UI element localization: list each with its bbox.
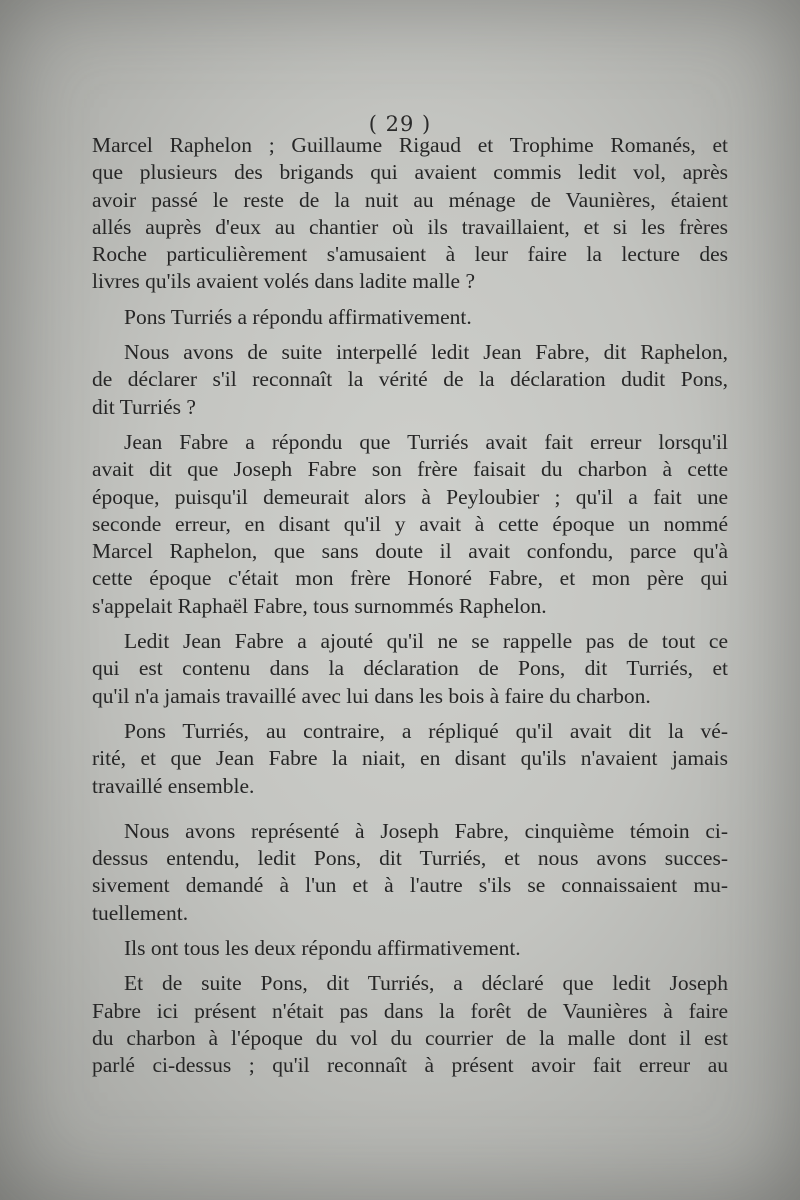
text-line: Nous avons représenté à Joseph Fabre, cinquième témoin ci-	[124, 818, 728, 843]
paragraph	[92, 970, 728, 1079]
paragraph-gap	[92, 421, 728, 429]
text-line: parlé ci-dessus ; qu'il reconnaît à présent avoir fait erreur au	[92, 1053, 728, 1078]
text-line: de déclarer s'il reconnaît la vérité de la déclaration dudit Pons,	[92, 367, 728, 392]
text-line: Roche particulièrement s'amusaient à leur faire la lecture des	[92, 242, 728, 267]
page-number: ( 29 )	[368, 112, 432, 136]
paragraph-gap	[92, 710, 728, 718]
paragraph	[92, 304, 728, 331]
text-line: Jean Fabre a répondu que Turriés avait fait erreur lorsqu'il	[124, 429, 728, 454]
text-line: Pons Turriés, au contraire, a répliqué qu'il avait dit la vé-	[124, 718, 728, 743]
text-line: Fabre ici présent n'était pas dans la forêt de Vaunières à faire	[92, 998, 728, 1023]
text-line: seconde erreur, en disant qu'il y avait à cette époque un nommé	[92, 511, 728, 536]
paragraph	[92, 718, 728, 800]
text-line: du charbon à l'époque du vol du courrier de la malle dont il est	[92, 1025, 728, 1050]
text-line: Pons Turriés a répondu affirmativement.	[124, 304, 472, 329]
paragraph-gap	[92, 296, 728, 304]
paragraph	[92, 339, 728, 421]
text-line: qu'il n'a jamais travaillé avec lui dans les bois à faire du charbon.	[92, 683, 651, 708]
text-line: s'appelait Raphaël Fabre, tous surnommés Raphelon.	[92, 593, 547, 618]
text-line: tuellement.	[92, 900, 189, 925]
text-line: avait dit que Joseph Fabre son frère faisait du charbon à cette	[92, 457, 728, 482]
text-line: allés auprès d'eux au chantier où ils travaillaient, et si les frères	[92, 214, 728, 239]
text-line: époque, puisqu'il demeurait alors à Peyloubier ; qu'il a fait une	[92, 484, 728, 509]
text-line: Marcel Raphelon, que sans doute il avait confondu, parce qu'à	[92, 539, 728, 564]
text-line: dessus entendu, ledit Pons, dit Turriés, et nous avons succes-	[92, 846, 728, 871]
body-text	[92, 132, 728, 1080]
text-line: que plusieurs des brigands qui avaient commis ledit vol, après	[92, 160, 728, 185]
text-line: sivement demandé à l'un et à l'autre s'ils se connaissaient mu-	[92, 873, 728, 898]
text-line: livres qu'ils avaient volés dans ladite malle ?	[92, 269, 476, 294]
paragraph-gap	[92, 927, 728, 935]
text-line: cette époque c'était mon frère Honoré Fabre, et mon père qui	[92, 566, 728, 591]
paragraph	[92, 132, 728, 296]
paragraph	[92, 818, 728, 927]
paragraph	[92, 935, 728, 962]
paragraph-gap	[92, 620, 728, 628]
text-line: travaillé ensemble.	[92, 773, 255, 798]
text-line: Ledit Jean Fabre a ajouté qu'il ne se rappelle pas de tout ce	[124, 629, 728, 654]
text-line: Et de suite Pons, dit Turriés, a déclaré que ledit Joseph	[124, 971, 728, 996]
section-gap	[92, 800, 728, 818]
paragraph-gap	[92, 962, 728, 970]
text-line: rité, et que Jean Fabre la niait, en disant qu'ils n'avaient jamais	[92, 746, 728, 771]
text-line: Nous avons de suite interpellé ledit Jean Fabre, dit Raphelon,	[124, 340, 728, 365]
text-line: Ils ont tous les deux répondu affirmativement.	[124, 936, 521, 961]
text-line: dit Turriés ?	[92, 394, 196, 419]
text-line: avoir passé le reste de la nuit au ménage de Vaunières, étaient	[92, 187, 728, 212]
text-line: Marcel Raphelon ; Guillaume Rigaud et Trophime Romanés, et	[92, 133, 728, 157]
text-line: qui est contenu dans la déclaration de Pons, dit Turriés, et	[92, 656, 728, 681]
paragraph-gap	[92, 331, 728, 339]
paragraph	[92, 628, 728, 710]
paragraph	[92, 429, 728, 620]
